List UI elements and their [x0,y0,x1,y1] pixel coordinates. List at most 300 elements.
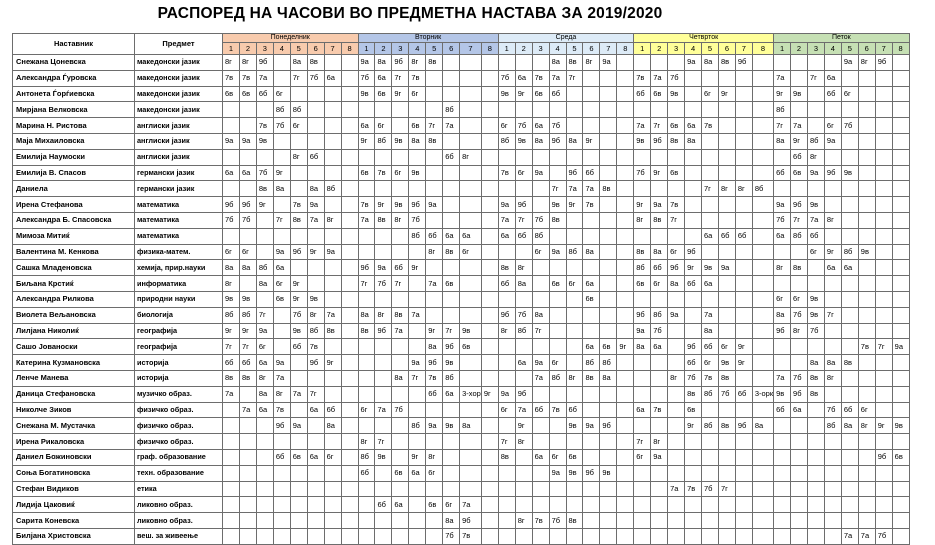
class-slot [566,434,583,450]
subject-name: музичко образ. [135,386,223,402]
class-slot [273,149,290,165]
class-slot [634,291,651,307]
class-slot: 7а [549,70,566,86]
class-slot [634,102,651,118]
period-number: 6 [858,43,875,55]
class-slot: 9в [443,418,460,434]
class-slot: 6г [824,118,841,134]
class-slot [892,465,909,481]
teacher-row [13,465,910,481]
class-slot: 6б [685,276,702,292]
class-slot [426,481,443,497]
class-slot [324,86,341,102]
class-slot [875,386,892,402]
class-slot: 8б [223,307,240,323]
class-slot: 8а [702,323,719,339]
class-slot: 8б [791,228,808,244]
class-slot [718,118,735,134]
class-slot [324,370,341,386]
class-slot [358,528,375,544]
class-slot: 7в [307,339,324,355]
class-slot [600,276,617,292]
class-slot: 8г [515,434,532,450]
class-slot [824,497,841,513]
class-slot: 8в [498,260,515,276]
class-slot [392,149,409,165]
class-slot [858,449,875,465]
class-slot [358,149,375,165]
class-slot [392,434,409,450]
class-slot: 8а [583,244,600,260]
class-slot [807,86,824,102]
class-slot [239,276,256,292]
class-slot [498,244,515,260]
class-slot: 6а [651,339,668,355]
class-slot [409,276,426,292]
teacher-name: Даница Стефановска [13,386,135,402]
class-slot [290,370,307,386]
class-slot: 7а [409,307,426,323]
class-slot: 9б [239,197,256,213]
class-slot [549,339,566,355]
class-slot: 9г [685,260,702,276]
subject-name: природни науки [135,291,223,307]
class-slot [735,481,752,497]
subject-name: физичко образ. [135,418,223,434]
class-slot [532,339,549,355]
class-slot: 8б [256,260,273,276]
class-slot [256,418,273,434]
class-slot [549,260,566,276]
class-slot [735,244,752,260]
class-slot: 9г [426,323,443,339]
class-slot: 8б [566,244,583,260]
class-slot [307,86,324,102]
class-slot [668,355,685,371]
class-slot: 9г [651,165,668,181]
class-slot [735,370,752,386]
class-slot [668,55,685,71]
class-slot: 7г [239,339,256,355]
class-slot: 9а [651,449,668,465]
period-number: 3 [256,43,273,55]
class-slot [702,434,719,450]
class-slot [498,355,515,371]
class-slot [307,465,324,481]
class-slot: 6б [324,402,341,418]
class-slot [752,70,773,86]
class-slot [685,434,702,450]
class-slot: 8б [549,370,566,386]
class-slot [460,370,482,386]
class-slot: 8б [498,133,515,149]
class-slot: 6а [583,276,600,292]
class-slot [791,181,808,197]
class-slot [892,513,909,529]
class-slot [515,528,532,544]
class-slot [409,291,426,307]
class-slot [341,528,358,544]
class-slot [307,133,324,149]
class-slot: 9б [515,197,532,213]
class-slot [223,449,240,465]
class-slot [600,228,617,244]
class-slot: 6б [375,497,392,513]
class-slot: 8в [685,386,702,402]
class-slot [532,386,549,402]
class-slot [358,181,375,197]
class-slot [892,276,909,292]
class-slot [875,307,892,323]
class-slot: 7в [409,70,426,86]
class-slot: 6б [426,228,443,244]
class-slot [324,102,341,118]
class-slot [841,434,858,450]
period-number: 4 [549,43,566,55]
class-slot [273,465,290,481]
class-slot: 7б [239,212,256,228]
class-slot: 8в [841,355,858,371]
class-slot: 7г [791,212,808,228]
class-slot [892,149,909,165]
class-slot: 8г [791,323,808,339]
class-slot: 8в [358,323,375,339]
class-slot: 9в [256,133,273,149]
class-slot [532,55,549,71]
class-slot: 8г [634,212,651,228]
class-slot: 9г [290,291,307,307]
class-slot [875,212,892,228]
class-slot [307,528,324,544]
class-slot: 8а [549,55,566,71]
class-slot: 8в [256,181,273,197]
class-slot [583,402,600,418]
class-slot [566,260,583,276]
class-slot: 6г [290,118,307,134]
class-slot: 9б [358,260,375,276]
class-slot [617,118,634,134]
class-slot: 8а [532,133,549,149]
subject-name: ликовно образ. [135,497,223,513]
class-slot [532,465,549,481]
class-slot [409,386,426,402]
period-number: 3 [807,43,824,55]
class-slot [617,513,634,529]
class-slot [460,133,482,149]
class-slot [824,228,841,244]
teacher-name: Билјана Христовска [13,528,135,544]
class-slot: 7в [375,165,392,181]
class-slot [752,118,773,134]
class-slot [824,291,841,307]
class-slot: 9а [532,355,549,371]
class-slot [392,339,409,355]
class-slot: 6а [223,165,240,181]
class-slot: 7а [858,528,875,544]
class-slot [617,260,634,276]
teacher-name: Марина Н. Ристова [13,118,135,134]
class-slot [498,528,515,544]
class-slot [307,497,324,513]
class-slot: 8а [685,133,702,149]
class-slot [735,197,752,213]
class-slot [515,465,532,481]
period-number: 4 [273,43,290,55]
class-slot: 9г [515,418,532,434]
class-slot: 8г [256,370,273,386]
class-slot: 7г [498,434,515,450]
class-slot: 9в [549,197,566,213]
class-slot [702,244,719,260]
teacher-name: Антонета Ѓорѓиевска [13,86,135,102]
class-slot [324,197,341,213]
class-slot: 6б [583,165,600,181]
class-slot: 8г [807,149,824,165]
class-slot: 9б [875,55,892,71]
class-slot: 8а [668,276,685,292]
class-slot [515,370,532,386]
class-slot [426,291,443,307]
class-slot: 8б [634,260,651,276]
class-slot: 7б [718,386,735,402]
class-slot: 7б [409,212,426,228]
teacher-name: Виолета Вељановска [13,307,135,323]
class-slot: 9г [515,86,532,102]
class-slot: 7в [858,339,875,355]
class-slot: 6б [426,386,443,402]
class-slot [617,55,634,71]
class-slot [858,434,875,450]
class-slot [651,355,668,371]
class-slot [273,497,290,513]
class-slot: 7г [358,276,375,292]
class-slot [498,291,515,307]
class-slot [702,449,719,465]
class-slot [617,481,634,497]
class-slot [875,244,892,260]
class-slot [239,149,256,165]
class-slot [774,513,791,529]
class-slot: 8б [600,355,617,371]
class-slot [290,402,307,418]
class-slot [498,513,515,529]
class-slot: 9а [718,260,735,276]
class-slot [341,386,358,402]
class-slot: 6б [549,86,566,102]
class-slot [685,86,702,102]
class-slot: 9б [375,323,392,339]
teacher-name: Сашка Младеновска [13,260,135,276]
class-slot [443,197,460,213]
class-slot: 8б [409,228,426,244]
class-slot [583,497,600,513]
period-number: 5 [290,43,307,55]
class-slot: 9б [290,244,307,260]
class-slot [685,449,702,465]
subject-name: германски јазик [135,165,223,181]
class-slot: 7в [702,370,719,386]
class-slot: 6б [841,402,858,418]
class-slot [841,481,858,497]
class-slot [481,449,498,465]
class-slot [290,86,307,102]
class-slot [634,481,651,497]
class-slot [668,102,685,118]
class-slot [858,323,875,339]
class-slot [239,118,256,134]
class-slot: 6г [774,291,791,307]
class-slot [532,418,549,434]
class-slot [735,528,752,544]
class-slot: 9б [583,465,600,481]
class-slot [718,402,735,418]
class-slot [892,70,909,86]
class-slot [426,165,443,181]
day-header: Четврток [634,34,774,43]
class-slot: 8в [718,418,735,434]
class-slot [223,402,240,418]
class-slot [824,55,841,71]
class-slot: 8г [858,418,875,434]
class-slot: 7б [807,323,824,339]
class-slot: 7в [668,197,685,213]
class-slot [481,355,498,371]
class-slot: 8а [375,55,392,71]
teacher-row [13,528,910,544]
class-slot: 7г [702,181,719,197]
subject-name: историја [135,355,223,371]
class-slot: 6б [307,149,324,165]
class-slot [566,86,583,102]
class-slot [341,370,358,386]
class-slot [600,133,617,149]
class-slot: 8г [223,55,240,71]
page-title: РАСПОРЕД НА ЧАСОВИ ВО ПРЕДМЕТНА НАСТАВА ЗА 2019/2020 [157,5,663,22]
class-slot: 9в [498,86,515,102]
class-slot [273,307,290,323]
class-slot [223,528,240,544]
class-slot: 9г [824,244,841,260]
class-slot [549,497,566,513]
class-slot: 7в [549,402,566,418]
class-slot [583,70,600,86]
class-slot: 8г [718,181,735,197]
teacher-row [13,323,910,339]
class-slot [583,481,600,497]
class-slot [668,465,685,481]
class-slot [532,181,549,197]
class-slot: 8а [324,418,341,434]
class-slot [409,181,426,197]
class-slot: 8г [426,244,443,260]
class-slot [617,402,634,418]
class-slot: 6в [392,465,409,481]
period-number: 3 [532,43,549,55]
class-slot [892,402,909,418]
class-slot: 7а [426,276,443,292]
teacher-name: Ирена Стефанова [13,197,135,213]
class-slot: 9а [634,323,651,339]
class-slot [307,418,324,434]
class-slot: 8в [290,212,307,228]
class-slot [600,118,617,134]
class-slot [409,323,426,339]
class-slot [481,370,498,386]
class-slot: 3-орк [752,386,773,402]
class-slot [824,197,841,213]
class-slot [685,165,702,181]
class-slot [841,513,858,529]
class-slot: 9а [651,197,668,213]
period-number: 1 [498,43,515,55]
class-slot: 7а [460,497,482,513]
period-number: 8 [617,43,634,55]
class-slot: 8а [600,370,617,386]
class-slot [858,181,875,197]
class-slot [685,197,702,213]
class-slot: 7г [515,212,532,228]
teacher-row [13,228,910,244]
class-slot: 7а [290,386,307,402]
class-slot [341,307,358,323]
class-slot: 9а [273,355,290,371]
class-slot: 8в [549,212,566,228]
class-slot [223,481,240,497]
class-slot [498,465,515,481]
class-slot [375,465,392,481]
class-slot: 9г [735,355,752,371]
teacher-row [13,55,910,71]
class-slot [532,434,549,450]
class-slot [651,513,668,529]
class-slot: 6г [634,449,651,465]
class-slot [460,118,482,134]
class-slot: 7а [358,212,375,228]
class-slot [892,181,909,197]
class-slot: 8в [426,133,443,149]
class-slot [600,323,617,339]
class-slot [600,102,617,118]
class-slot [824,181,841,197]
class-slot [875,465,892,481]
class-slot: 9а [583,418,600,434]
class-slot: 6а [358,118,375,134]
class-slot: 9в [791,86,808,102]
class-slot: 8в [443,244,460,260]
class-slot: 7а [324,307,341,323]
class-slot: 6в [358,165,375,181]
class-slot [617,449,634,465]
class-slot: 9г [481,386,498,402]
class-slot [617,497,634,513]
teacher-name: Александра Б. Спасовска [13,212,135,228]
class-slot [375,386,392,402]
class-slot [392,355,409,371]
class-slot: 9в [307,291,324,307]
class-slot [273,323,290,339]
class-slot: 9в [515,133,532,149]
class-slot: 9г [583,133,600,149]
class-slot: 6б [443,149,460,165]
class-slot [460,449,482,465]
class-slot [273,70,290,86]
class-slot: 6б [515,228,532,244]
period-number: 2 [239,43,256,55]
class-slot [617,434,634,450]
class-slot: 9б [774,323,791,339]
class-slot [824,513,841,529]
class-slot: 9г [392,86,409,102]
